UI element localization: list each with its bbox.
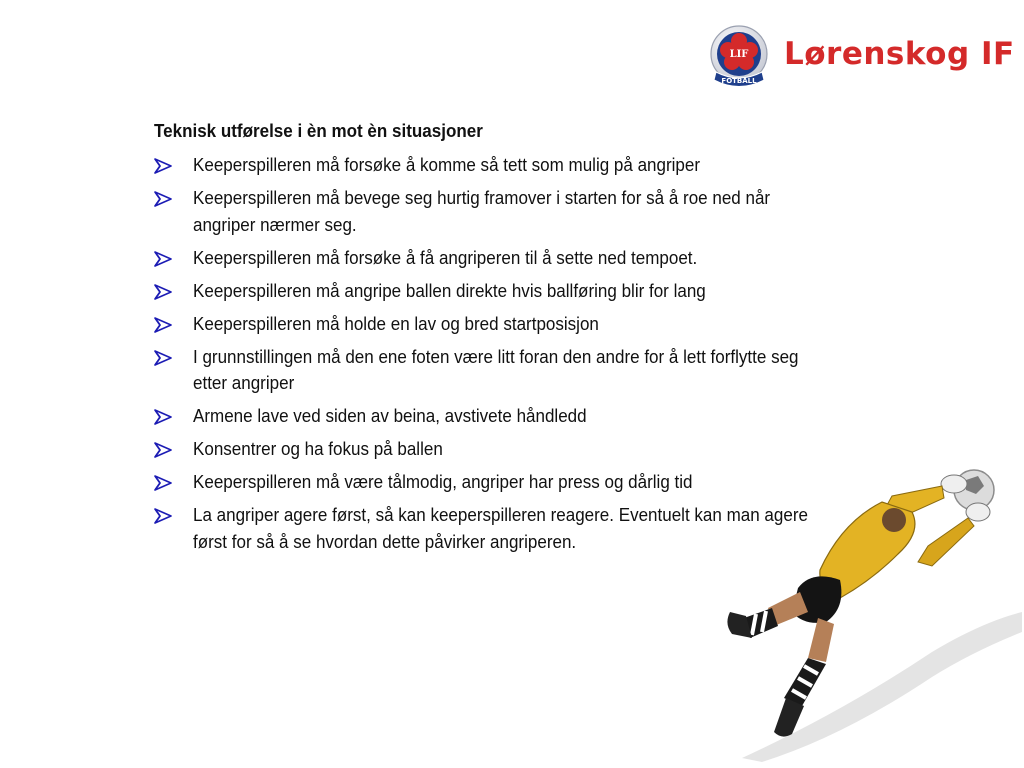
arrow-bullet-icon [154,317,172,333]
arrow-bullet-icon [154,284,172,300]
bullet-text: Keeperspilleren må forsøke å komme så tett som mulig på angriper [193,154,701,175]
bullet-item [154,436,834,463]
arrow-bullet-icon [154,251,172,267]
arrow-bullet-icon [154,350,172,366]
arrow-bullet-icon [154,191,172,207]
club-logo [708,24,1014,96]
bullet-text: Keeperspilleren må angripe ballen direkte hvis ballføring blir for lang [193,279,706,301]
arrow-bullet-icon [154,442,172,458]
arrow-bullet-icon [154,409,172,425]
bullet-item [154,403,834,430]
club-name: Lørenskog IF [784,36,1015,72]
bullet-item [154,245,834,272]
goalkeeper-diving-icon [722,462,1022,762]
badge-ribbon-text: FOTBALL [721,77,757,85]
arrow-bullet-icon [154,508,172,524]
club-crest-icon [708,24,770,92]
bullet-text: Keeperspilleren må være tålmodig, angriper har press og dårlig tid [193,471,693,492]
badge-lettering: LIF [729,49,749,60]
bullet-text: La angriper agere først, så kan keeperspilleren reagere. Eventuelt kan man agere først for så å se hvordan dette påvirker angriperen. [193,504,808,552]
bullet-item [154,311,834,338]
bullet-text: Armene lave ved siden av beina, avstivete håndledd [193,405,587,426]
bullet-text: I grunnstillingen må den ene foten være litt foran den andre for å lett forflytte seg etter angriper [193,345,799,393]
arrow-bullet-icon [154,158,172,174]
arrow-bullet-icon [154,475,172,491]
bullet-item [154,344,834,397]
bullet-text: Keeperspilleren må forsøke å få angriperen til å sette ned tempoet. [193,246,698,268]
bullet-item [154,152,834,179]
slide-heading: Teknisk utførelse i èn mot èn situasjoner [154,120,483,141]
bullet-item [154,278,834,305]
bullet-item [154,185,834,238]
bullet-text: Konsentrer og ha fokus på ballen [193,438,443,459]
bullet-text: Keeperspilleren må bevege seg hurtig framover i starten for så å roe ned når angriper nærmer seg. [193,187,771,235]
bullet-text: Keeperspilleren må holde en lav og bred startposisjon [193,312,599,334]
